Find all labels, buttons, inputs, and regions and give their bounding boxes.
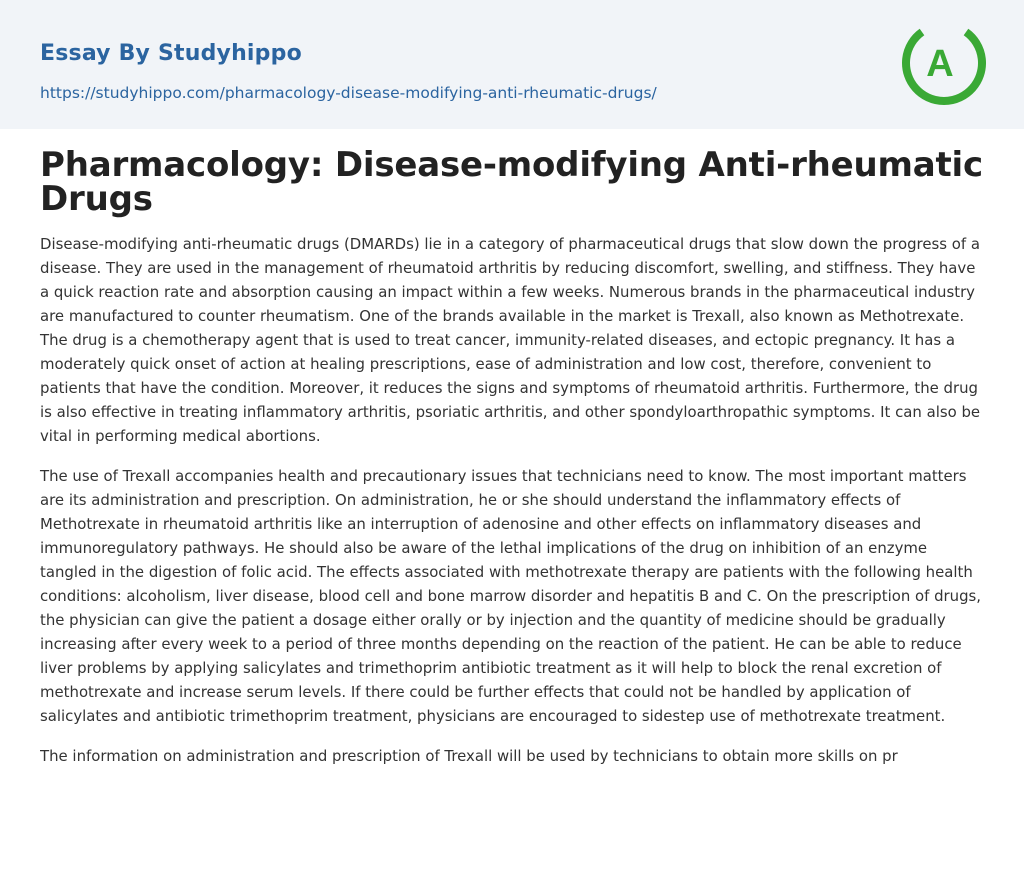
source-url-link[interactable]: https://studyhippo.com/pharmacology-disease-modifying-anti-rheumatic-drugs/: [40, 84, 657, 102]
page-header: [0, 0, 1024, 129]
article-paragraph-3: The information on administration and prescription of Trexall will be used by technicians to obtain more skills on pr: [40, 747, 898, 765]
logo-letter: A: [926, 43, 954, 85]
circular-a-logo-icon[interactable]: [900, 19, 986, 105]
site-brand-title[interactable]: Essay By Studyhippo: [40, 41, 302, 66]
article-paragraph-1: Disease-modifying anti-rheumatic drugs (DMARDs) lie in a category of pharmaceutical drugs that slow down the progress of a disease. They are used in the management of rheumatoid arthritis by reducing discomfort, swelling, and stiffness. They have a quick reaction rate and absorption causing an impact within a few weeks. Numerous brands in the pharmaceutical industry are manufactured to counter rheumatism. One of the brands available in the market is Trexall, also known as Methotrexate. The drug is a chemotherapy agent that is used to treat cancer, immunity-related diseases, and ectopic pregnancy. It has a moderately quick onset of action at healing prescriptions, ease of administration and low cost, therefore, convenient to patients that have the condition. Moreover, it reduces the signs and symptoms of rheumatoid arthritis. Furthermore, the drug is also effective in treating inflammatory arthritis, psoriatic arthritis, and other spondyloarthropathic symptoms. It can also be vital in performing medical abortions.: [40, 235, 981, 445]
article-body: [40, 145, 984, 784]
article-paragraph-2: The use of Trexall accompanies health and precautionary issues that technicians need to know. The most important matters are its administration and prescription. On administration, he or she should understand the inflammatory effects of Methotrexate in rheumatoid arthritis like an interruption of adenosine and other effects on inflammatory diseases and immunoregulatory pathways. He should also be aware of the lethal implications of the drug on inhibition of an enzyme tangled in the digestion of folic acid. The effects associated with methotrexate therapy are patients with the following health conditions: alcoholism, liver disease, blood cell and bone marrow disorder and hepatitis B and C. On the prescription of drugs, the physician can give the patient a dosage either orally or by injection and the quantity of medicine should be gradually increasing after every week to a period of three months depending on the reaction of the patient. He can be able to reduce liver problems by applying salicylates and trimethoprim antibiotic treatment as it will help to block the renal excretion of methotrexate and increase serum levels. If there could be further effects that could not be handled by application of salicylates and antibiotic trimethoprim treatment, physicians are encouraged to sidestep use of methotrexate treatment.: [40, 467, 982, 725]
article-title: Pharmacology: Disease-modifying Anti-rheumatic Drugs: [40, 145, 983, 219]
